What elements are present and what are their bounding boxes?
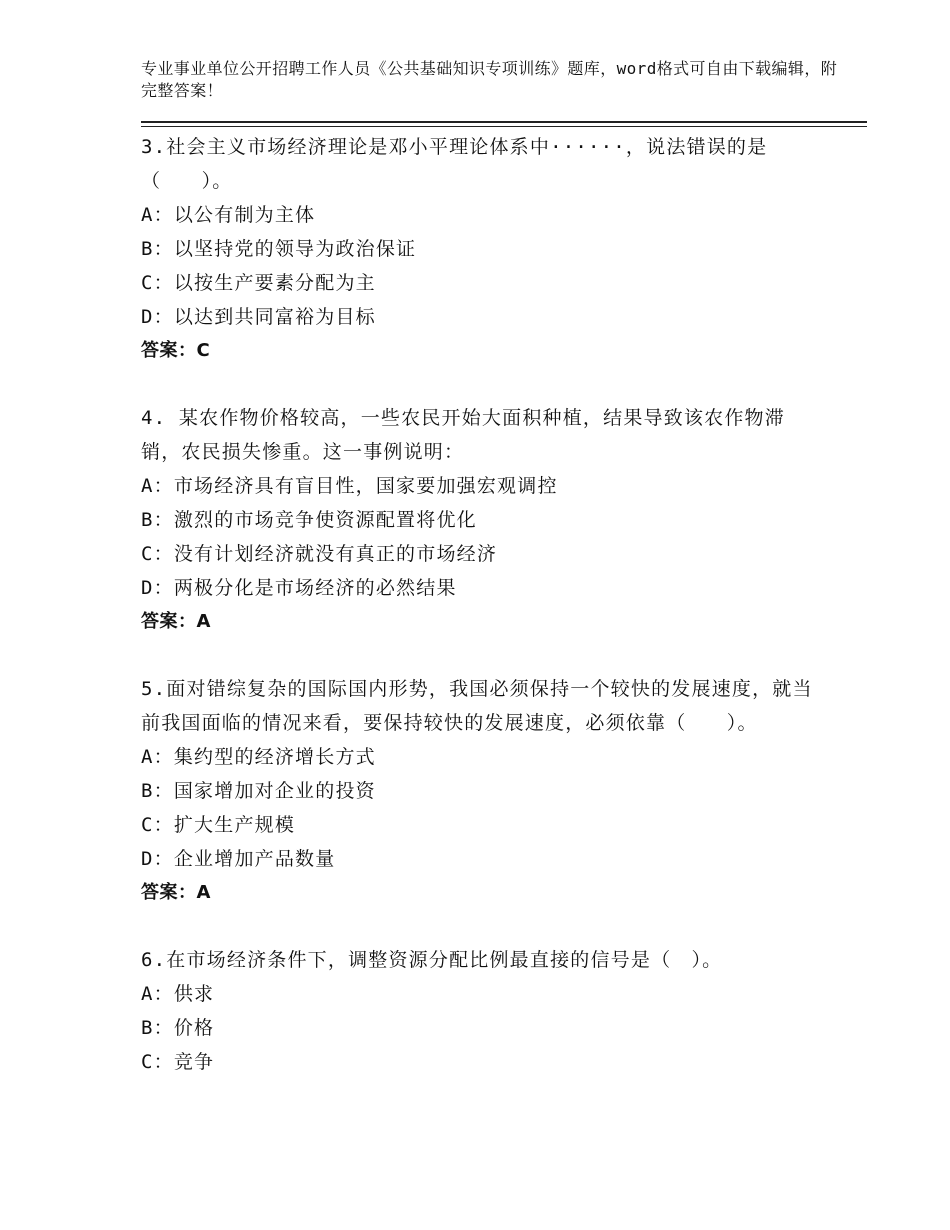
option-a: A：集约型的经济增长方式: [141, 746, 376, 768]
option-a: A：以公有制为主体: [141, 204, 316, 226]
question-list: [141, 130, 821, 1112]
answer-label: 答案：A: [141, 611, 211, 632]
question-text: 5.面对错综复杂的国际国内形势，我国必须保持一个较快的发展速度，就当前我国面临的情况来看，要保持较快的发展速度，必须依靠（ ）。: [141, 678, 813, 734]
option-d: D：以达到共同富裕为目标: [141, 306, 376, 328]
option-d: D：企业增加产品数量: [141, 848, 336, 870]
question-6: [141, 943, 821, 1079]
option-b: B：激烈的市场竞争使资源配置将优化: [141, 509, 477, 531]
document-header: 专业事业单位公开招聘工作人员《公共基础知识专项训练》题库，word格式可自由下载编辑，附完整答案！: [141, 59, 838, 100]
option-c: C：没有计划经济就没有真正的市场经济: [141, 543, 498, 565]
option-c: C：以按生产要素分配为主: [141, 272, 376, 294]
option-c: C：扩大生产规模: [141, 814, 296, 836]
option-b: B：国家增加对企业的投资: [141, 780, 376, 802]
question-5: [141, 672, 821, 910]
header-rule-thick: [141, 121, 867, 123]
option-a: A：市场经济具有盲目性，国家要加强宏观调控: [141, 475, 558, 497]
answer-label: 答案：A: [141, 882, 211, 903]
option-d: D：两极分化是市场经济的必然结果: [141, 577, 457, 599]
header-rule-thin: [141, 126, 867, 127]
option-c: C：竞争: [141, 1051, 215, 1073]
question-text: 4. 某农作物价格较高，一些农民开始大面积种植，结果导致该农作物滞销，农民损失惨重。这一事例说明：: [141, 407, 785, 463]
option-b: B：以坚持党的领导为政治保证: [141, 238, 417, 260]
option-a: A：供求: [141, 983, 215, 1005]
question-text: 3.社会主义市场经济理论是邓小平理论体系中······，说法错误的是（ ）。: [141, 136, 768, 192]
answer-label: 答案：C: [141, 340, 211, 361]
question-3: [141, 130, 821, 368]
question-4: [141, 401, 821, 639]
option-b: B：价格: [141, 1017, 215, 1039]
question-text: 6.在市场经济条件下，调整资源分配比例最直接的信号是（ ）。: [141, 949, 723, 971]
